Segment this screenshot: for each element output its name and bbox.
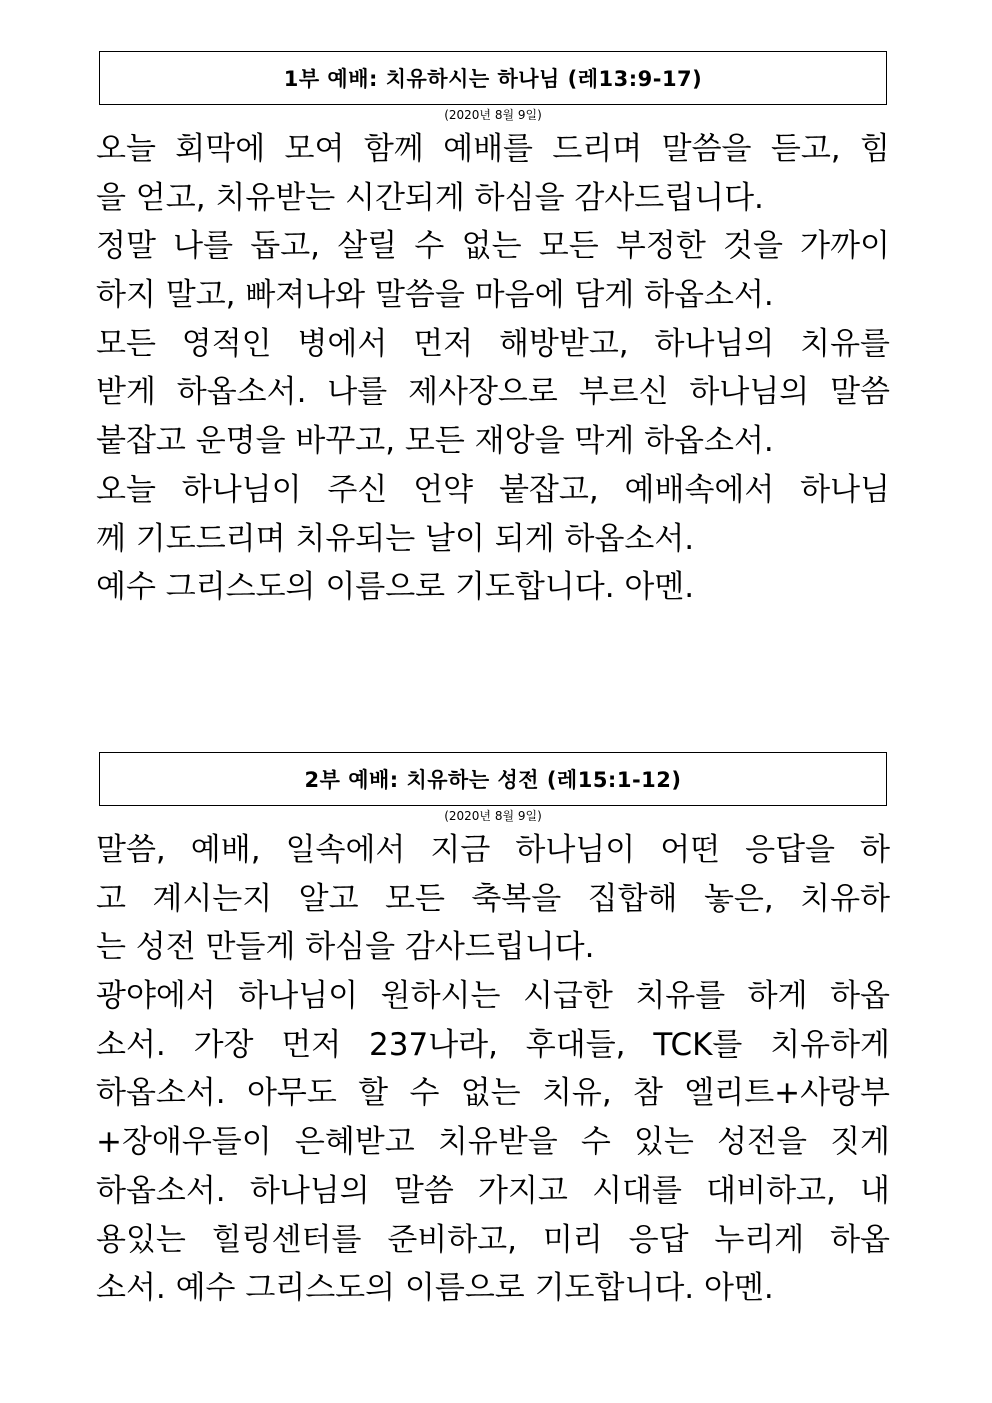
prayer-line: 을 얻고, 치유받는 시간되게 하심을 감사드립니다. xyxy=(96,179,764,216)
first-service-title: 1부 예배: 치유하시는 하나님 (레13:9-17) xyxy=(99,51,887,105)
prayer-line: 고 계시는지 알고 모든 축복을 집합해 놓은, 치유하 xyxy=(96,880,890,917)
first-service-prayer xyxy=(96,125,890,612)
prayer-line: 께 기도드리며 치유되는 날이 되게 하옵소서. xyxy=(96,520,695,557)
second-service-prayer xyxy=(96,826,890,1313)
prayer-line: 모든 영적인 병에서 먼저 해방받고, 하나님의 치유를 xyxy=(96,325,890,362)
prayer-line: 하옵소서. 아무도 할 수 없는 치유, 참 엘리트+사랑부 xyxy=(96,1075,890,1112)
first-service-section xyxy=(96,51,890,612)
prayer-line: 예수 그리스도의 이름으로 기도합니다. 아멘. xyxy=(96,569,695,606)
first-service-date: (2020년 8월 9일) xyxy=(444,108,542,122)
second-service-title: 2부 예배: 치유하는 성전 (레15:1-12) xyxy=(99,752,887,806)
prayer-line: 소서. 가장 먼저 237나라, 후대들, TCK를 치유하게 xyxy=(96,1026,890,1063)
prayer-line: +장애우들이 은혜받고 치유받을 수 있는 성전을 짓게 xyxy=(96,1124,890,1161)
prayer-line: 광야에서 하나님이 원하시는 시급한 치유를 하게 하옵 xyxy=(96,978,890,1015)
prayer-line: 하지 말고, 빠져나와 말씀을 마음에 담게 하옵소서. xyxy=(96,277,774,314)
prayer-line: 소서. 예수 그리스도의 이름으로 기도합니다. 아멘. xyxy=(96,1270,774,1307)
second-service-section xyxy=(96,752,890,1313)
prayer-line: 오늘 회막에 모여 함께 예배를 드리며 말씀을 듣고, 힘 xyxy=(96,131,890,167)
second-service-date: (2020년 8월 9일) xyxy=(444,809,542,823)
prayer-line: 용있는 힐링센터를 준비하고, 미리 응답 누리게 하옵 xyxy=(96,1221,890,1258)
prayer-line: 는 성전 만들게 하심을 감사드립니다. xyxy=(96,929,595,966)
prayer-line: 말씀, 예배, 일속에서 지금 하나님이 어떤 응답을 하 xyxy=(96,832,890,868)
prayer-line: 붙잡고 운명을 바꾸고, 모든 재앙을 막게 하옵소서. xyxy=(96,423,774,460)
prayer-line: 오늘 하나님이 주신 언약 붙잡고, 예배속에서 하나님 xyxy=(96,471,890,508)
prayer-line: 정말 나를 돕고, 살릴 수 없는 모든 부정한 것을 가까이 xyxy=(96,228,890,265)
prayer-line: 하옵소서. 하나님의 말씀 가지고 시대를 대비하고, 내 xyxy=(96,1172,890,1209)
prayer-line: 받게 하옵소서. 나를 제사장으로 부르신 하나님의 말씀 xyxy=(96,374,890,411)
